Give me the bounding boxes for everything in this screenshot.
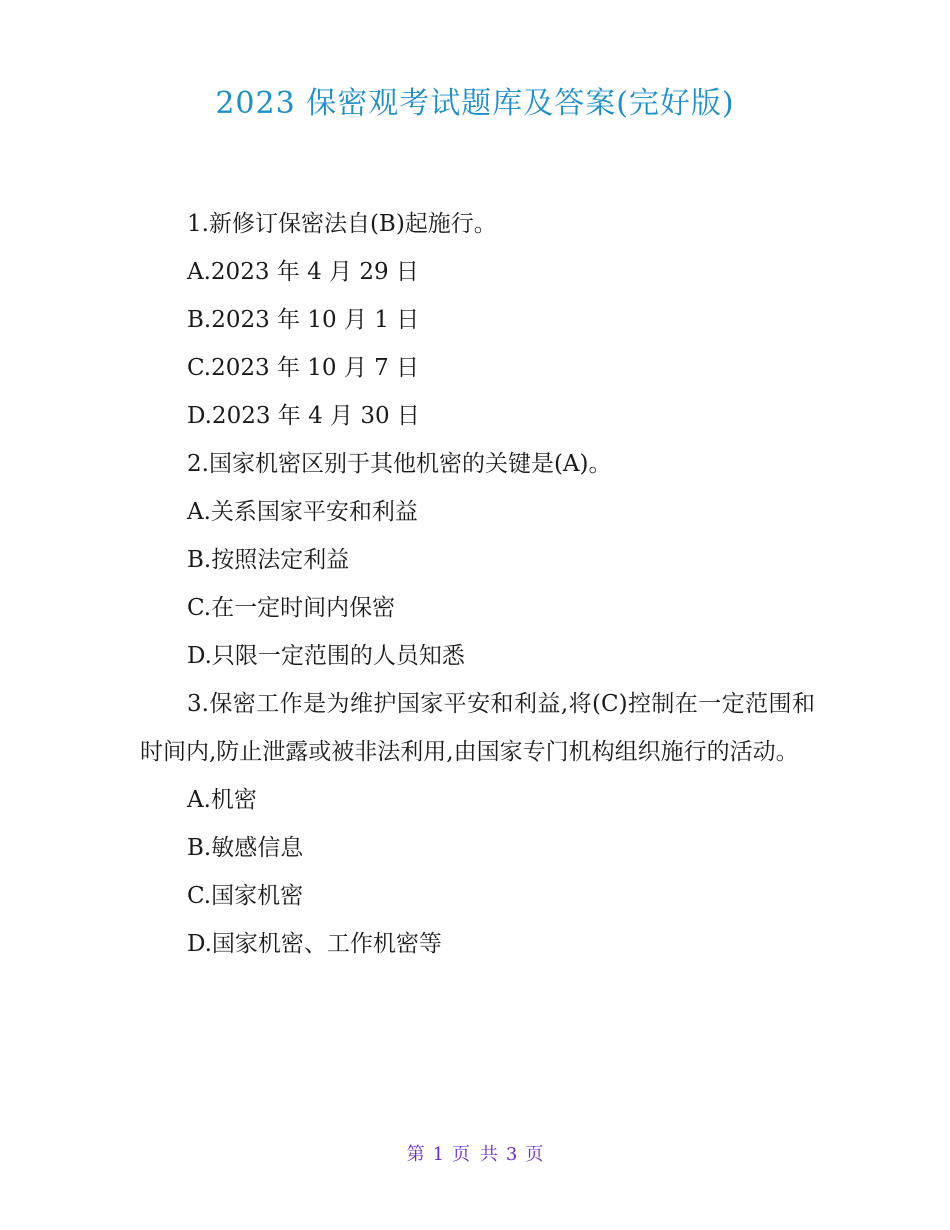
q2-option-d: D.只限一定范围的人员知悉 (187, 643, 465, 669)
footer-prefix: 第 (406, 1144, 425, 1165)
q2-option-c: C.在一定时间内保密 (187, 595, 396, 621)
q1-option-a: A.2023 年 4 月 29 日 (187, 259, 419, 285)
footer-suffix: 页 (525, 1144, 544, 1165)
question-1: 1.新修订保密法自(B)起施行。 (187, 211, 497, 237)
q3-option-d: D.国家机密、工作机密等 (187, 931, 442, 957)
page-title: 2023 保密观考试题库及答案(完好版) (215, 86, 735, 121)
q2-option-b: B.按照法定利益 (187, 547, 350, 573)
q1-option-c: C.2023 年 10 月 7 日 (187, 355, 420, 381)
question-2: 2.国家机密区别于其他机密的关键是(A)。 (187, 451, 612, 477)
q3-option-b: B.敏感信息 (187, 835, 304, 861)
q3-option-c: C.国家机密 (187, 883, 304, 909)
q1-option-d: D.2023 年 4 月 30 日 (187, 403, 420, 429)
page-footer (0, 1142, 950, 1168)
footer-middle: 页 共 (452, 1144, 498, 1165)
question-3: 3.保密工作是为维护国家平安和利益,将(C)控制在一定范围和时间内,防止泄露或被非法利用,由国家专门机构组织施行的活动。 (140, 691, 815, 765)
document-body (140, 200, 815, 968)
footer-total-pages: 3 (505, 1144, 518, 1165)
q3-option-a: A.机密 (187, 787, 257, 813)
q1-option-b: B.2023 年 10 月 1 日 (187, 307, 420, 333)
footer-page-number: 1 (432, 1144, 445, 1165)
q2-option-a: A.关系国家平安和利益 (187, 499, 418, 525)
